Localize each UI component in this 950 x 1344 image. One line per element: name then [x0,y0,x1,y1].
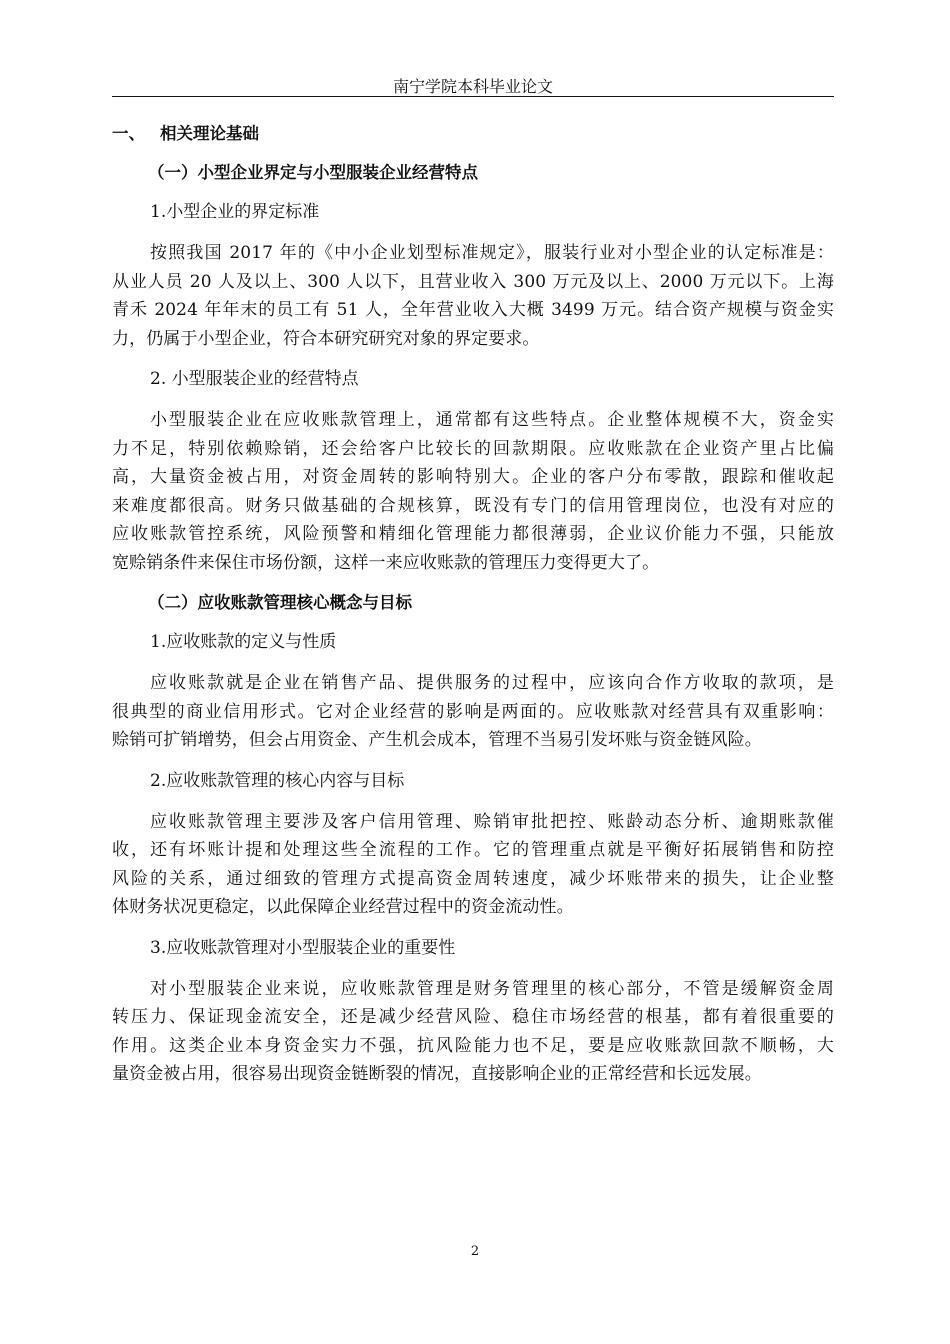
paragraph-line: 作用。这类企业本身资金实力不强，抗风险能力也不足，要是应收账款回款不顺畅，大 [112,1035,834,1056]
paragraph-operating-characteristics [112,406,834,577]
paragraph-line: 力，仍属于小型企业，符合本研究研究对象的界定要求。 [112,328,540,349]
paragraph-line: 很典型的商业信用形式。它对企业经营的影响是两面的。应收账款对经营具有双重影响： [112,701,834,722]
paragraph-line: 按照我国 2017 年的《中小企业划型标准规定》，服装行业对小型企业的认定标准是： [150,243,834,263]
section-heading [112,122,834,146]
page-header-title: 南宁学院本科毕业论文 [392,77,553,96]
header-divider [112,96,834,97]
subsection-heading-2: （二）应收账款管理核心概念与目标 [148,593,412,612]
paragraph-line: 体财务状况更稳定，以此保障企业经营过程中的资金流动性。 [112,897,574,917]
paragraph-line: 青禾 2024 年年末的员工有 51 人，全年营业收入大概 3499 万元。结合资产规模与资金实 [112,300,834,320]
paragraph-line: 从业人员 20 人及以上、300 人以下，且营业收入 300 万元及以上、2000 万元以下。上海 [112,271,834,292]
paragraph-line: 高，大量资金被占用，对资金周转的影响特别大。企业的客户分布零散，跟踪和催收起 [112,467,834,487]
paragraph-line: 收，还有坏账计提和处理这些全流程的工作。它的管理重点就是平衡好拓展销售和防控 [112,840,834,860]
paragraph-line: 转压力、保证现金流安全，还是减少经营风险、稳住市场经营的根基，都有着很重要的 [112,1007,834,1027]
item-heading-1-1: 1.小型企业的界定标准 [150,202,320,222]
paragraph-management-content [112,808,834,922]
paragraph-line: 宽赊销条件来保住市场份额，这样一来应收账款的管理压力变得更大了。 [112,552,660,573]
section-title: 相关理论基础 [160,124,259,143]
paragraph-receivables-definition [112,669,834,755]
item-heading-2-2: 2.应收账款管理的核心内容与目标 [150,770,405,791]
paragraph-line: 风险的关系，通过细致的管理方式提高资金周转速度，减少坏账带来的损失，让企业整 [112,868,834,889]
paragraph-line: 力不足，特别依赖赊销，还会给客户比较长的回款期限。应收账款在企业资产里占比偏 [112,438,834,459]
paragraph-line: 应收账款管理主要涉及客户信用管理、赊销审批把控、账龄动态分析、逾期账款催 [150,811,834,832]
item-heading-2-1: 1.应收账款的定义与性质 [150,632,337,652]
page-number: 2 [470,1244,480,1259]
paragraph-line: 小型服装企业在应收账款管理上，通常都有这些特点。企业整体规模不大，资金实 [150,410,834,430]
subsection-heading-1: （一）小型企业界定与小型服装企业经营特点 [148,163,478,182]
section-number: 一、 [112,124,145,143]
document-body [112,116,834,1103]
paragraph-line: 量资金被占用，很容易出现资金链断裂的情况，直接影响企业的正常经营和长远发展。 [112,1064,762,1084]
paragraph-line: 赊销可扩销增势，但会占用资金、产生机会成本，管理不当易引发坏账与资金链风险。 [112,730,762,750]
paragraph-line: 应收账款就是企业在销售产品、提供服务的过程中，应该向合作方收取的款项，是 [150,673,834,693]
item-heading-1-2: 2. 小型服装企业的经营特点 [150,369,359,389]
paragraph-management-importance [112,975,834,1089]
paragraph-line: 对小型服装企业来说，应收账款管理是财务管理里的核心部分，不管是缓解资金周 [150,978,834,999]
item-heading-2-3: 3.应收账款管理对小型服装企业的重要性 [150,937,456,958]
paragraph-small-enterprise-standard [112,239,834,353]
paragraph-line: 应收账款管控系统，风险预警和精细化管理能力都很薄弱，企业议价能力不强，只能放 [112,524,834,544]
paragraph-line: 来难度都很高。财务只做基础的合规核算，既没有专门的信用管理岗位，也没有对应的 [112,495,834,516]
